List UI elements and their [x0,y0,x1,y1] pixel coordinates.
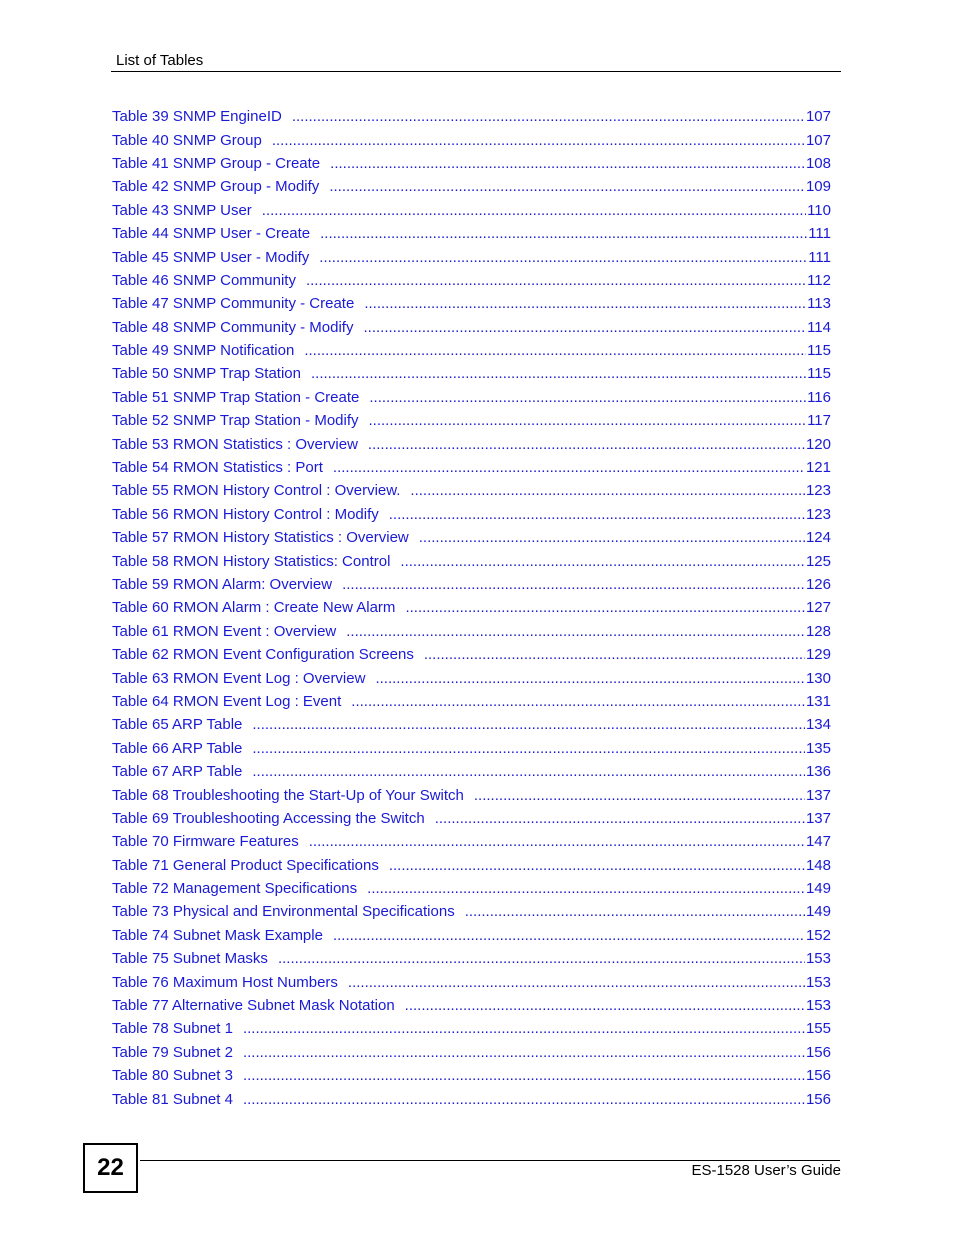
toc-dot-leader [389,506,805,523]
toc-entry-label[interactable]: Table 64 RMON Event Log : Event [112,692,342,710]
toc-dot-leader [330,155,805,172]
toc-entry[interactable] [112,1087,831,1110]
toc-dot-leader [465,903,805,920]
toc-entry[interactable] [112,503,831,526]
toc-entry-label[interactable]: Table 63 RMON Event Log : Overview [112,669,366,687]
toc-entry-label[interactable]: Table 61 RMON Event : Overview [112,622,337,640]
toc-entry-page[interactable]: 153 [805,973,831,991]
toc-entry[interactable] [112,970,831,993]
toc-entry-label[interactable]: Table 72 Management Specifications [112,880,358,898]
toc-entry-label[interactable]: Table 57 RMON History Statistics : Overview [112,529,409,547]
toc-entry[interactable] [112,854,831,877]
toc-entry-page[interactable]: 111 [808,248,831,266]
toc-entry-label[interactable]: Table 76 Maximum Host Numbers [112,973,338,991]
toc-entry[interactable] [112,199,831,222]
toc-entry-page[interactable]: 153 [805,997,831,1015]
page-number: 22 [83,1143,138,1193]
toc-entry-label[interactable]: Table 77 Alternative Subnet Mask Notation [112,997,395,1015]
toc-entry-page[interactable]: 121 [805,459,831,477]
toc-dot-leader [348,974,805,991]
toc-entry[interactable] [112,339,831,362]
toc-entry-page[interactable]: 107 [805,108,831,126]
toc-entry[interactable] [112,666,831,689]
toc-entry-label[interactable]: Table 42 SNMP Group - Modify [112,178,320,196]
toc-entry[interactable] [112,900,831,923]
toc-dot-leader [306,272,806,289]
toc-entry[interactable] [112,760,831,783]
toc-entry-label[interactable]: Table 51 SNMP Trap Station - Create [112,388,360,406]
toc-dot-leader [292,108,805,125]
toc-dot-leader [333,459,805,476]
toc-dot-leader [243,1044,805,1061]
toc-dot-leader [309,833,805,850]
guide-title: ES-1528 User’s Guide [691,1162,841,1179]
toc-entry[interactable] [112,386,831,409]
toc-dot-leader [319,249,807,266]
toc-entry[interactable] [112,573,831,596]
toc-entry[interactable] [112,713,831,736]
toc-entry-page[interactable]: 112 [807,271,831,289]
toc-entry[interactable] [112,128,831,151]
toc-dot-leader [410,482,805,499]
toc-entry-label[interactable]: Table 65 ARP Table [112,716,243,734]
toc-entry[interactable] [112,924,831,947]
toc-entry-label[interactable]: Table 68 Troubleshooting the Start-Up of Your Switch [112,786,464,804]
toc-entry[interactable] [112,1017,831,1040]
toc-entry-label[interactable]: Table 79 Subnet 2 [112,1043,233,1061]
toc-entry[interactable] [112,456,831,479]
toc-entry-label[interactable]: Table 58 RMON History Statistics: Control [112,552,391,570]
list-of-tables [112,105,831,1111]
toc-entry-page[interactable]: 114 [807,318,831,336]
header-rule [111,71,841,72]
toc-dot-leader [375,670,805,687]
toc-entry-label[interactable]: Table 50 SNMP Trap Station [112,365,301,383]
toc-dot-leader [329,178,805,195]
toc-entry-label[interactable]: Table 43 SNMP User [112,201,252,219]
toc-dot-leader [272,132,805,149]
toc-entry[interactable] [112,830,831,853]
toc-entry[interactable] [112,316,831,339]
toc-dot-leader [243,1020,805,1037]
toc-dot-leader [368,436,805,453]
toc-entry[interactable] [112,245,831,268]
running-header-title: List of Tables [116,52,204,69]
toc-dot-leader [363,319,806,336]
toc-entry[interactable] [112,152,831,175]
toc-entry-page[interactable]: 123 [805,505,831,523]
toc-entry[interactable] [112,690,831,713]
toc-entry[interactable] [112,596,831,619]
toc-entry-page[interactable]: 109 [805,178,831,196]
toc-entry-page[interactable]: 147 [805,833,831,851]
toc-entry[interactable] [112,269,831,292]
toc-entry-label[interactable]: Table 47 SNMP Community - Create [112,295,355,313]
toc-dot-leader [351,693,805,710]
toc-entry[interactable] [112,877,831,900]
toc-dot-leader [304,342,806,359]
toc-entry[interactable] [112,807,831,830]
toc-entry[interactable] [112,175,831,198]
toc-entry-label[interactable]: Table 45 SNMP User - Modify [112,248,310,266]
toc-dot-leader [400,553,805,570]
toc-entry-page[interactable]: 149 [805,903,831,921]
toc-entry-label[interactable]: Table 48 SNMP Community - Modify [112,318,354,336]
toc-entry-page[interactable]: 117 [807,412,831,430]
toc-dot-leader [367,880,805,897]
toc-entry-label[interactable]: Table 56 RMON History Control : Modify [112,505,379,523]
toc-entry-page[interactable]: 136 [805,763,831,781]
toc-entry-page[interactable]: 131 [805,692,831,710]
toc-dot-leader [474,787,805,804]
toc-entry-label[interactable]: Table 62 RMON Event Configuration Screens [112,646,414,664]
toc-entry-label[interactable]: Table 74 Subnet Mask Example [112,926,323,944]
toc-entry[interactable] [112,1064,831,1087]
toc-entry-page[interactable]: 124 [805,529,831,547]
toc-entry-page[interactable]: 126 [805,576,831,593]
toc-entry-label[interactable]: Table 59 RMON Alarm: Overview [112,576,333,593]
toc-dot-leader [342,576,805,593]
toc-dot-leader [333,927,805,944]
toc-entry-page[interactable]: 152 [805,926,831,944]
toc-entry[interactable] [112,409,831,432]
toc-entry-label[interactable]: Table 73 Physical and Environmental Specifications [112,903,455,921]
toc-entry-label[interactable]: Table 60 RMON Alarm : Create New Alarm [112,599,396,617]
toc-entry-label[interactable]: Table 75 Subnet Masks [112,950,268,968]
toc-entry[interactable] [112,947,831,970]
toc-entry[interactable] [112,620,831,643]
toc-entry-page[interactable]: 134 [805,716,831,734]
toc-entry[interactable] [112,643,831,666]
toc-dot-leader [405,997,805,1014]
toc-entry-page[interactable]: 137 [805,809,831,827]
toc-entry[interactable] [112,362,831,385]
toc-entry-page[interactable]: 108 [805,154,831,172]
toc-dot-leader [262,202,806,219]
toc-entry-page[interactable]: 113 [807,295,831,313]
toc-dot-leader [278,950,805,967]
toc-entry-page[interactable]: 153 [805,950,831,968]
toc-entry-page[interactable]: 115 [807,342,831,360]
toc-entry-label[interactable]: Table 54 RMON Statistics : Port [112,459,323,477]
toc-entry[interactable] [112,737,831,760]
toc-entry-page[interactable]: 116 [807,388,831,406]
toc-entry-page[interactable]: 156 [805,1090,831,1108]
toc-entry[interactable] [112,292,831,315]
toc-entry-label[interactable]: Table 53 RMON Statistics : Overview [112,435,358,453]
toc-entry-label[interactable]: Table 81 Subnet 4 [112,1090,233,1108]
toc-entry-label[interactable]: Table 78 Subnet 1 [112,1020,233,1038]
toc-entry[interactable] [112,479,831,502]
toc-entry-label[interactable]: Table 44 SNMP User - Create [112,225,311,243]
toc-entry-page[interactable]: 110 [807,201,831,219]
toc-dot-leader [369,389,806,406]
toc-entry[interactable] [112,432,831,455]
toc-dot-leader [364,295,806,312]
toc-entry-page[interactable]: 125 [805,552,831,570]
toc-entry-page[interactable]: 127 [805,599,831,617]
toc-entry-page[interactable]: 148 [805,856,831,874]
toc-entry-page[interactable]: 130 [805,669,831,687]
toc-entry-page[interactable]: 156 [805,1043,831,1061]
toc-dot-leader [252,716,805,733]
toc-dot-leader [311,365,806,382]
toc-entry-page[interactable]: 156 [805,1067,831,1085]
toc-dot-leader [389,857,805,874]
toc-entry-page[interactable]: 155 [805,1020,831,1038]
toc-entry-page[interactable]: 111 [808,225,831,243]
toc-entry[interactable] [112,105,831,128]
toc-entry-label[interactable]: Table 67 ARP Table [112,763,243,781]
toc-entry-page[interactable]: 128 [805,622,831,640]
toc-dot-leader [346,623,805,640]
toc-entry-page[interactable]: 115 [807,365,831,383]
toc-dot-leader [435,810,805,827]
toc-entry-label[interactable]: Table 41 SNMP Group - Create [112,154,321,172]
toc-entry[interactable] [112,222,831,245]
toc-entry-label[interactable]: Table 52 SNMP Trap Station - Modify [112,412,359,430]
toc-dot-leader [320,225,807,242]
toc-dot-leader [252,740,805,757]
toc-entry-label[interactable]: Table 66 ARP Table [112,739,243,757]
toc-entry[interactable] [112,526,831,549]
toc-entry-page[interactable]: 107 [805,131,831,149]
toc-dot-leader [243,1067,805,1084]
toc-entry-label[interactable]: Table 80 Subnet 3 [112,1067,233,1085]
toc-entry-label[interactable]: Table 40 SNMP Group [112,131,262,149]
toc-entry-label[interactable]: Table 39 SNMP EngineID [112,108,282,126]
toc-entry-page[interactable]: 149 [805,880,831,898]
toc-entry[interactable] [112,1041,831,1064]
toc-entry-page[interactable]: 123 [805,482,831,500]
toc-entry-page[interactable]: 120 [805,435,831,453]
toc-entry-label[interactable]: Table 70 Firmware Features [112,833,299,851]
toc-entry-label[interactable]: Table 49 SNMP Notification [112,342,295,360]
toc-entry-page[interactable]: 135 [805,739,831,757]
toc-entry-label[interactable]: Table 69 Troubleshooting Accessing the Switch [112,809,425,827]
toc-entry[interactable] [112,994,831,1017]
toc-dot-leader [369,412,807,429]
toc-dot-leader [405,599,805,616]
toc-dot-leader [419,529,805,546]
toc-dot-leader [243,1091,805,1108]
toc-entry-page[interactable]: 129 [805,646,831,664]
toc-entry-page[interactable]: 137 [805,786,831,804]
toc-dot-leader [252,763,805,780]
toc-entry[interactable] [112,783,831,806]
toc-entry-label[interactable]: Table 55 RMON History Control : Overview. [112,482,401,500]
toc-entry[interactable] [112,549,831,572]
toc-entry-label[interactable]: Table 71 General Product Specifications [112,856,379,874]
toc-entry-label[interactable]: Table 46 SNMP Community [112,271,296,289]
toc-dot-leader [424,646,805,663]
